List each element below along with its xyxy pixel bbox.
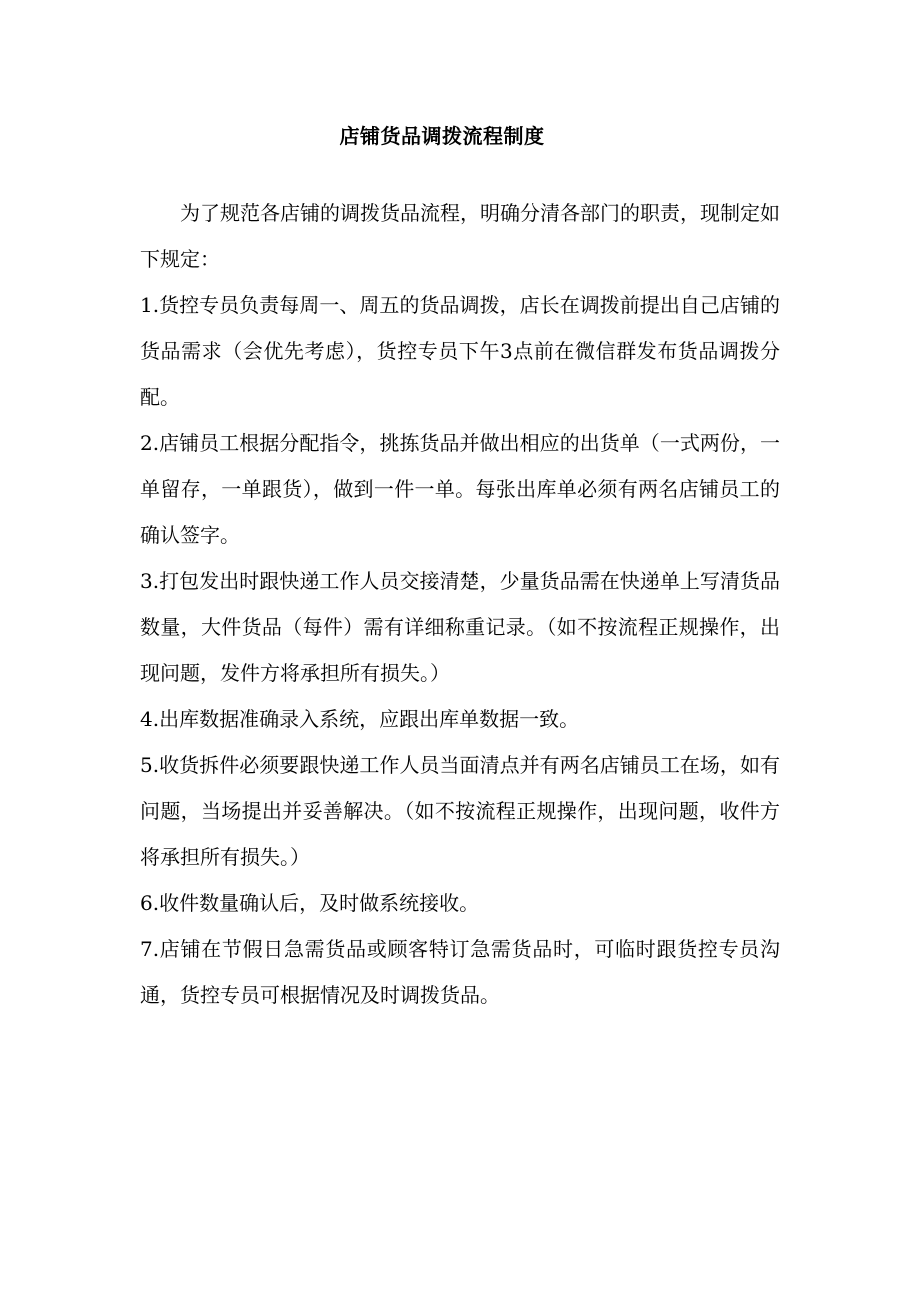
rule-item-3: 3.打包发出时跟快递工作人员交接清楚，少量货品需在快递单上写清货品数量，大件货品（每件）需有详细称重记录。（如不按流程正规操作，出现问题，发件方将承担所有损失。） [140, 569, 780, 685]
rule-item-5: 5.收货拆件必须要跟快递工作人员当面清点并有两名店铺员工在场，如有问题，当场提出并妥善解决。（如不按流程正规操作，出现问题，收件方将承担所有损失。） [140, 753, 780, 869]
rule-item-1: 1.货控专员负责每周一、周五的货品调拨，店长在调拨前提出自己店铺的货品需求（会优先考虑），货控专员下午3点前在微信群发布货品调拨分配。 [140, 293, 780, 409]
document-title: 店铺货品调拨流程制度 [339, 124, 545, 148]
rule-item-7: 7.店铺在节假日急需货品或顾客特订急需货品时，可临时跟货控专员沟通，货控专员可根据情况及时调拨货品。 [140, 937, 780, 1007]
rule-item-2: 2.店铺员工根据分配指令，挑拣货品并做出相应的出货单（一式两份，一单留存，一单跟货），做到一件一单。每张出库单必须有两名店铺员工的确认签字。 [140, 431, 780, 547]
document-body [140, 190, 780, 1018]
rule-item-4: 4.出库数据准确录入系统，应跟出库单数据一致。 [140, 707, 580, 731]
intro-paragraph: 为了规范各店铺的调拨货品流程，明确分清各部门的职责，现制定如下规定： [140, 201, 780, 271]
rule-item-6: 6.收件数量确认后，及时做系统接收。 [140, 891, 480, 915]
